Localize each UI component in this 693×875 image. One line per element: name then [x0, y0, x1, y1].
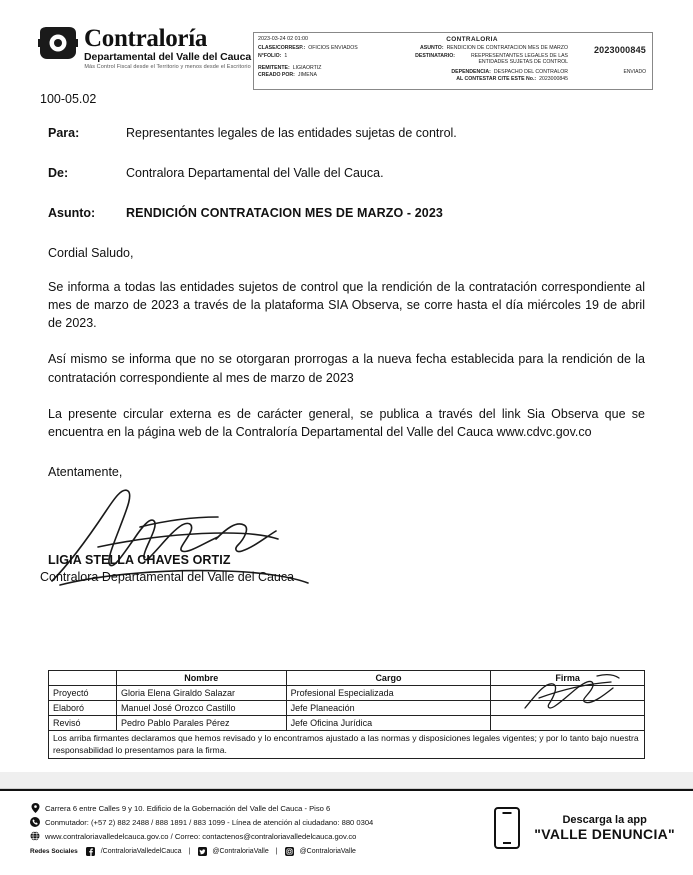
th-cargo: Cargo	[286, 671, 491, 686]
footer-facebook-handle[interactable]: /ContraloriaValledelCauca	[100, 847, 182, 855]
stamp-value-folio: 1	[284, 52, 288, 59]
stamp-right-column	[568, 45, 646, 84]
stamp-field-destinatario	[390, 53, 568, 65]
field-de	[0, 166, 693, 180]
field-de-label: De:	[48, 166, 69, 180]
contraloria-logo	[38, 26, 256, 70]
table-row	[49, 716, 645, 731]
footer-social-label: Redes Sociales	[30, 847, 78, 855]
stamp-value-clase: OFICIOS ENVIADOS	[308, 45, 358, 51]
stamp-label-destinatario: DESTINATARIO:	[415, 52, 455, 59]
phone-icon	[30, 817, 40, 827]
stamp-field-asunto	[390, 45, 568, 51]
letter-greeting: Cordial Saludo,	[48, 246, 134, 260]
smartphone-icon	[494, 807, 520, 849]
stamp-value-remitente: LIGIAORTIZ	[292, 64, 322, 71]
stamp-value-asunto: RENDICION DE CONTRATACION MES DE MARZO	[446, 45, 568, 51]
cell-firma	[491, 716, 645, 731]
cell-name: Gloria Elena Giraldo Salazar	[116, 686, 286, 701]
document-header	[0, 0, 693, 106]
cell-cargo: Profesional Especializada	[286, 686, 491, 701]
signature-area	[0, 481, 693, 584]
stamp-entity: CONTRALORIA	[446, 36, 498, 43]
field-asunto	[0, 206, 693, 220]
logo-subtitle: Departamental del Valle del Cauca	[84, 51, 252, 63]
document-footer	[0, 788, 693, 874]
stamp-middle-column	[390, 45, 568, 84]
th-empty	[49, 671, 117, 686]
app-promo-block[interactable]	[494, 807, 675, 849]
th-nombre: Nombre	[116, 671, 286, 686]
contraloria-emblem-icon	[38, 26, 78, 60]
signatures-table-wrapper	[48, 670, 645, 759]
stamp-field-remitente	[258, 65, 390, 71]
social-separator: |	[188, 847, 191, 855]
field-para-label: Para:	[48, 126, 80, 140]
field-asunto-label: Asunto:	[48, 206, 96, 220]
document-code: 100-05.02	[40, 92, 97, 106]
app-promo-line2: "VALLE DENUNCIA"	[534, 826, 675, 842]
cell-cargo: Jefe Planeación	[286, 701, 491, 716]
social-separator: |	[275, 847, 278, 855]
stamp-value-destinatario: REEPRESENTANTES LEGALES DE LAS ENTIDADES SUJETAS DE CONTROL	[470, 52, 568, 65]
page-divider	[0, 772, 693, 788]
logo-tagline: Más Control Fiscal desde el Territorio y menos desde el Escritorio	[84, 63, 251, 70]
stamp-status: ENVIADO	[623, 69, 646, 75]
stamp-field-folio	[258, 53, 390, 59]
footer-social-block	[30, 846, 460, 856]
letter-body	[0, 126, 693, 584]
footer-phones[interactable]: Conmutador: (+57 2) 882 2488 / 888 1891 / 883 1099 - Línea de atención al ciudadano: 880 0304	[45, 817, 374, 827]
footer-web[interactable]: www.contraloriavalledelcauca.gov.co / Correo: contactenos@contraloriavalledelcauca.gov.co	[45, 831, 357, 841]
declaration-row	[49, 731, 645, 759]
signer-role: Contralora Departamental del Valle del Cauca	[40, 569, 295, 584]
stamp-field-clase	[258, 45, 390, 51]
cell-role: Proyectó	[49, 686, 117, 701]
stamp-label-cite: AL CONTESTAR CITE ESTE No.:	[456, 76, 537, 82]
footer-twitter-handle[interactable]: @ContraloriaValle	[212, 847, 269, 855]
table-row	[49, 686, 645, 701]
stamp-field-dependencia	[390, 69, 568, 75]
footer-contact-block	[30, 803, 460, 856]
stamp-label-dependencia: DEPENDENCIA:	[451, 68, 491, 75]
stamp-value-dependencia: DESPACHO DEL CONTRALOR	[493, 68, 568, 75]
logo-title: Contraloría	[84, 25, 208, 52]
cell-role: Elaboró	[49, 701, 117, 716]
footer-instagram-handle[interactable]: @ContraloriaValle	[299, 847, 356, 855]
letter-paragraph-3: La presente circular externa es de carácter general, se publica a través del link Sia Observa que se encuentra en la página web de la Contraloría Departamental del Valle del Cauca www.cdvc.gov.co	[48, 406, 645, 439]
stamp-left-column	[258, 45, 390, 84]
footer-address: Carrera 6 entre Calles 9 y 10. Edificio de la Gobernación del Valle del Cauca - Piso 6	[45, 803, 331, 813]
letter-paragraph-1: Se informa a todas las entidades sujetos de control que la rendición de la contratación correspondiente al mes de marzo de 2023 a través de la plataforma SIA Observa, se corre hasta el día miércoles 19 de abril de 2023.	[48, 280, 645, 331]
stamp-datetime: 2023-03-24 02 01:00	[258, 36, 309, 42]
declaration-text: Los arriba firmantes declaramos que hemos revisado y lo encontramos ajustado a las normas y disposiciones legales vigentes; y por lo tanto bajo nuestra responsabilidad lo presentamos para la firma.	[49, 731, 645, 759]
stamp-label-creado: CREADO POR:	[258, 72, 295, 78]
stamp-radicado-number: 2023000845	[593, 45, 646, 55]
reviewer-signature-icon	[519, 668, 629, 714]
cell-name: Pedro Pablo Parales Pérez	[116, 716, 286, 731]
letter-signoff: Atentamente,	[48, 464, 123, 479]
field-de-value: Contralora Departamental del Valle del Cauca.	[126, 166, 384, 180]
field-asunto-value: RENDICIÓN CONTRATACION MES DE MARZO - 2023	[126, 206, 443, 220]
stamp-field-creado	[258, 72, 390, 78]
letter-paragraph-2: Así mismo se informa que no se otorgaran prorrogas a la nueva fecha establecida para la rendición de la contratación correspondiente al mes de marzo de 2023	[48, 352, 645, 385]
field-para-value: Representantes legales de las entidades sujetas de control.	[126, 126, 457, 140]
instagram-icon[interactable]	[285, 846, 295, 856]
footer-phone-line	[30, 817, 460, 827]
stamp-label-remitente: REMITENTE:	[258, 64, 290, 71]
facebook-icon[interactable]	[86, 846, 96, 856]
location-pin-icon	[30, 803, 40, 813]
footer-web-line	[30, 831, 460, 841]
signatures-table	[48, 670, 645, 759]
globe-icon	[30, 831, 40, 841]
field-para	[0, 126, 693, 140]
stamp-label-folio: N°FOLIO:	[258, 52, 282, 59]
stamp-label-asunto: ASUNTO:	[420, 45, 444, 51]
app-promo-line1: Descarga la app	[562, 814, 647, 826]
signer-name: LIGIA STELLA CHAVES ORTIZ	[48, 552, 231, 567]
stamp-label-clase: CLASE/CORRESP.:	[258, 45, 306, 51]
stamp-value-cite: 2023000845	[539, 76, 568, 82]
stamp-field-cite	[390, 76, 568, 82]
twitter-icon[interactable]	[197, 846, 207, 856]
cell-name: Manuel José Orozco Castillo	[116, 701, 286, 716]
footer-address-line	[30, 803, 460, 813]
reception-stamp	[253, 32, 653, 90]
th-firma: Firma	[491, 671, 645, 686]
cell-role: Revisó	[49, 716, 117, 731]
cell-cargo: Jefe Oficina Jurídica	[286, 716, 491, 731]
stamp-value-creado: JIMENA	[297, 72, 317, 78]
cell-firma	[491, 686, 645, 701]
